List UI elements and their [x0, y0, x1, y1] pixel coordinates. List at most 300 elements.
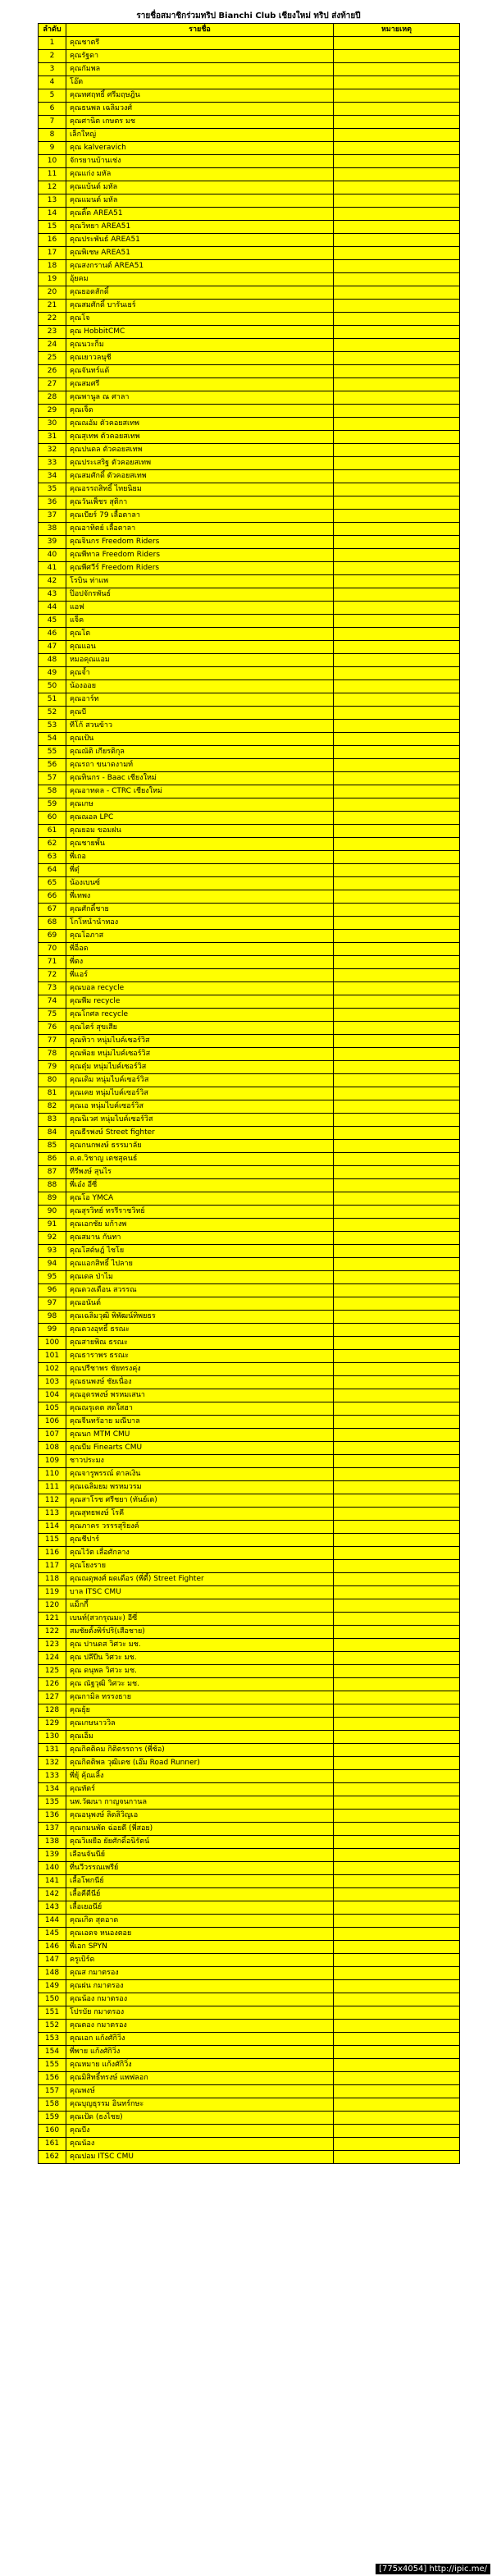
row-number: 60: [39, 812, 66, 825]
table-row: [39, 234, 460, 247]
table-row: [39, 2006, 460, 2020]
table-row: [39, 1087, 460, 1100]
row-name: พี่อ็อด: [66, 943, 334, 956]
row-number: 59: [39, 798, 66, 812]
row-remark: [334, 2059, 460, 2072]
table-row: [39, 890, 460, 904]
table-row: [39, 339, 460, 352]
row-remark: [334, 496, 460, 510]
table-row: [39, 1297, 460, 1311]
table-row: [39, 405, 460, 418]
row-number: 151: [39, 2006, 66, 2020]
row-name: คุณวิเผยือ ยัยศักดิ์อนิรัตน์: [66, 1836, 334, 1849]
row-remark: [334, 588, 460, 602]
table-row: [39, 1613, 460, 1626]
row-remark: [334, 1311, 460, 1324]
row-name: เลื้อโพกนีย์: [66, 1875, 334, 1888]
table-row: [39, 1586, 460, 1599]
row-remark: [334, 1993, 460, 2006]
row-name: คุณกนกพงษ์ ธรรมาลัย: [66, 1140, 334, 1153]
row-number: 128: [39, 1704, 66, 1718]
row-name: คุณโยงราย: [66, 1560, 334, 1573]
row-name: เล็กใหญ่: [66, 129, 334, 142]
row-remark: [334, 982, 460, 995]
row-name: คุณนิเวศ หนุ่มไบค์เซอร์วิส: [66, 1114, 334, 1127]
row-name: คุณทินกร - Baac เชียงใหม่: [66, 772, 334, 785]
row-remark: [334, 1744, 460, 1757]
table-row: [39, 588, 460, 602]
row-remark: [334, 1626, 460, 1639]
row-number: 104: [39, 1389, 66, 1402]
row-remark: [334, 391, 460, 405]
table-row: [39, 1100, 460, 1114]
row-name: คุณสมศักดิ์ บารันเยร์: [66, 300, 334, 313]
row-number: 111: [39, 1481, 66, 1494]
row-number: 102: [39, 1363, 66, 1376]
row-remark: [334, 693, 460, 707]
row-remark: [334, 1980, 460, 1993]
table-row: [39, 1888, 460, 1901]
row-number: 159: [39, 2112, 66, 2125]
table-row: [39, 1048, 460, 1061]
row-number: 155: [39, 2059, 66, 2072]
row-name: พี่เอ๋ง อีซี่: [66, 1179, 334, 1192]
row-remark: [334, 194, 460, 208]
row-number: 127: [39, 1691, 66, 1704]
row-remark: [334, 1915, 460, 1928]
row-remark: [334, 1363, 460, 1376]
row-number: 106: [39, 1416, 66, 1429]
row-number: 5: [39, 89, 66, 103]
row-number: 15: [39, 221, 66, 234]
table-row: [39, 1389, 460, 1402]
table-row: [39, 365, 460, 378]
row-number: 45: [39, 615, 66, 628]
row-number: 46: [39, 628, 66, 641]
row-remark: [334, 1573, 460, 1586]
row-remark: [334, 1402, 460, 1416]
row-name: คุณจีนทรัอาย มณีบาล: [66, 1416, 334, 1429]
row-remark: [334, 654, 460, 667]
row-number: 22: [39, 313, 66, 326]
row-number: 44: [39, 602, 66, 615]
row-name: โปรบัย กมาตรอง: [66, 2006, 334, 2020]
table-row: [39, 50, 460, 63]
row-number: 135: [39, 1796, 66, 1810]
row-name: คุณเอดจ หนองตอย: [66, 1928, 334, 1941]
row-remark: [334, 1560, 460, 1573]
table-row: [39, 1941, 460, 1954]
row-number: 7: [39, 116, 66, 129]
table-row: [39, 286, 460, 300]
row-number: 103: [39, 1376, 66, 1389]
row-remark: [334, 1901, 460, 1915]
row-name: คุณสงกรานต์ AREA51: [66, 260, 334, 273]
row-remark: [334, 904, 460, 917]
row-name: คุณ ปานดส วิศวะ มช.: [66, 1639, 334, 1652]
row-name: คุณเจ็ด: [66, 405, 334, 418]
row-name: แจ็ค: [66, 615, 334, 628]
row-name: ทีโก้ สวนข้าว: [66, 720, 334, 733]
table-row: [39, 1744, 460, 1757]
row-name: คุณโสด์ษฎ์ ไชโย: [66, 1245, 334, 1258]
row-name: คุณสมาน กันทา: [66, 1232, 334, 1245]
row-name: โอ๊ต: [66, 76, 334, 89]
row-number: 83: [39, 1114, 66, 1127]
table-row: [39, 1074, 460, 1087]
table-row: [39, 1796, 460, 1810]
table-row: [39, 1718, 460, 1731]
table-row: [39, 917, 460, 930]
row-remark: [334, 1389, 460, 1402]
row-number: 112: [39, 1494, 66, 1508]
table-row: [39, 812, 460, 825]
table-row: [39, 1245, 460, 1258]
sheet-title: รายชื่อสมาชิกร่วมทริป Bianchi Club เชียงใหม่ ทริป ส่งท้ายปี: [136, 11, 361, 21]
row-name: คุณธีรพงษ์ Street fighter: [66, 1127, 334, 1140]
row-number: 146: [39, 1941, 66, 1954]
table-row: [39, 1114, 460, 1127]
row-name: คุณทศฤทธิ์ ศรีมฤษฎิน: [66, 89, 334, 103]
row-remark: [334, 1494, 460, 1508]
table-row: [39, 2098, 460, 2112]
row-name: คุณเอ็ม: [66, 1731, 334, 1744]
table-row: [39, 129, 460, 142]
row-remark: [334, 89, 460, 103]
row-number: 12: [39, 181, 66, 194]
row-remark: [334, 1481, 460, 1494]
row-remark: [334, 1337, 460, 1350]
row-name: พี่พาย แก้งศักิวิ่ง: [66, 2046, 334, 2059]
table-row: [39, 208, 460, 221]
row-number: 95: [39, 1271, 66, 1284]
row-name: พี่ตุ๋: [66, 864, 334, 877]
row-number: 21: [39, 300, 66, 313]
table-row: [39, 391, 460, 405]
row-remark: [334, 405, 460, 418]
row-number: 48: [39, 654, 66, 667]
row-number: 100: [39, 1337, 66, 1350]
table-row: [39, 1823, 460, 1836]
table-row: [39, 89, 460, 103]
row-number: 13: [39, 194, 66, 208]
table-row: [39, 1009, 460, 1022]
row-name: คุณสมศรี: [66, 378, 334, 391]
row-name: คุณเป้ด (ธงไชย): [66, 2112, 334, 2125]
table-row: [39, 352, 460, 365]
row-name: คุณดวงเดือน สวรรณ: [66, 1284, 334, 1297]
table-row: [39, 1678, 460, 1691]
row-remark: [334, 116, 460, 129]
row-remark: [334, 890, 460, 904]
row-number: 144: [39, 1915, 66, 1928]
row-number: 118: [39, 1573, 66, 1586]
row-number: 63: [39, 851, 66, 864]
row-name: ทีรีพงษ์ สุนไร: [66, 1166, 334, 1179]
row-number: 156: [39, 2072, 66, 2085]
row-remark: [334, 864, 460, 877]
row-number: 10: [39, 155, 66, 168]
table-row: [39, 194, 460, 208]
row-remark: [334, 825, 460, 838]
row-remark: [334, 1192, 460, 1206]
row-number: 126: [39, 1678, 66, 1691]
row-remark: [334, 812, 460, 825]
row-name: คุณโจ: [66, 313, 334, 326]
table-row: [39, 904, 460, 917]
row-remark: [334, 168, 460, 181]
row-number: 160: [39, 2125, 66, 2138]
row-name: คุณทิวา หนุ่มไบค์เซอร์วิส: [66, 1035, 334, 1048]
row-remark: [334, 1468, 460, 1481]
table-row: [39, 1481, 460, 1494]
row-number: 69: [39, 930, 66, 943]
row-number: 27: [39, 378, 66, 391]
row-name: คุณประเสริฐ ตัวคอยสเทพ: [66, 457, 334, 470]
table-row: [39, 1442, 460, 1455]
row-name: คุณประพันธ์ AREA51: [66, 234, 334, 247]
row-name: คุณยอม ขอมฝน: [66, 825, 334, 838]
table-row: [39, 720, 460, 733]
row-remark: [334, 1849, 460, 1862]
row-remark: [334, 1284, 460, 1297]
row-remark: [334, 628, 460, 641]
row-name: คุณธนพล เฉลิมวงศ์: [66, 103, 334, 116]
row-name: ด.ต.วิชาญ เตชสุคนธ์: [66, 1153, 334, 1166]
row-number: 62: [39, 838, 66, 851]
row-number: 29: [39, 405, 66, 418]
row-name: คุณณอัม ตัวคอยสเทพ: [66, 418, 334, 431]
row-remark: [334, 76, 460, 89]
row-number: 87: [39, 1166, 66, 1179]
row-remark: [334, 1100, 460, 1114]
row-remark: [334, 470, 460, 483]
row-name: คุณกิตติคม กิติตรรถาร (พี่ช้อ): [66, 1744, 334, 1757]
row-name: คุณวิทยา AREA51: [66, 221, 334, 234]
row-remark: [334, 1061, 460, 1074]
row-name: คุณสุเทพ ตัวคอยสเทพ: [66, 431, 334, 444]
row-number: 133: [39, 1770, 66, 1783]
row-remark: [334, 339, 460, 352]
header-name: รายชื่อ: [66, 24, 334, 37]
row-name: คุณกิตติพล วุฒิเดช (เอ๊ม Road Runner): [66, 1757, 334, 1770]
row-remark: [334, 1770, 460, 1783]
row-number: 32: [39, 444, 66, 457]
row-number: 162: [39, 2151, 66, 2164]
row-number: 90: [39, 1206, 66, 1219]
row-remark: [334, 917, 460, 930]
table-row: [39, 116, 460, 129]
row-name: คุณบีง: [66, 2125, 334, 2138]
row-name: คุณโกศล recycle: [66, 1009, 334, 1022]
row-number: 51: [39, 693, 66, 707]
row-name: คุณแบ้นต์ มหัล: [66, 181, 334, 194]
table-row: [39, 300, 460, 313]
row-name: คุณเดิม หนุ่มไบค์เซอร์วิส: [66, 1074, 334, 1087]
table-row: [39, 864, 460, 877]
table-row: [39, 1560, 460, 1573]
row-remark: [334, 1429, 460, 1442]
row-number: 79: [39, 1061, 66, 1074]
row-name: คุณธาราพร ธรณะ: [66, 1350, 334, 1363]
row-remark: [334, 1232, 460, 1245]
row-number: 113: [39, 1508, 66, 1521]
table-row: [39, 1757, 460, 1770]
table-row: [39, 1153, 460, 1166]
row-number: 140: [39, 1862, 66, 1875]
row-name: คุณอนันต์: [66, 1297, 334, 1311]
table-row: [39, 2138, 460, 2151]
table-row: [39, 1468, 460, 1481]
row-name: พี่เทพง: [66, 890, 334, 904]
row-number: 86: [39, 1153, 66, 1166]
row-remark: [334, 995, 460, 1009]
table-row: [39, 483, 460, 496]
row-name: คุณรัฐดา: [66, 50, 334, 63]
row-number: 107: [39, 1429, 66, 1442]
table-row: [39, 1691, 460, 1704]
table-row: [39, 181, 460, 194]
row-remark: [334, 1665, 460, 1678]
table-row: [39, 680, 460, 693]
row-number: 91: [39, 1219, 66, 1232]
row-name: จักรยานบ้านเช่ง: [66, 155, 334, 168]
table-row: [39, 615, 460, 628]
row-name: คุณกามิล ทรรงธาย: [66, 1691, 334, 1704]
row-remark: [334, 418, 460, 431]
row-number: 153: [39, 2033, 66, 2046]
row-remark: [334, 1127, 460, 1140]
row-name: คุณณดุพงศ์ ผดเดือร (พี่ดี้) Street Fighter: [66, 1573, 334, 1586]
row-number: 115: [39, 1534, 66, 1547]
row-number: 40: [39, 549, 66, 562]
row-number: 136: [39, 1810, 66, 1823]
row-name: คุณน้อง กมาตรอง: [66, 1993, 334, 2006]
row-remark: [334, 1087, 460, 1100]
table-row: [39, 103, 460, 116]
table-row: [39, 1416, 460, 1429]
row-name: คุณแมนต์ มหัล: [66, 194, 334, 208]
table-row: [39, 37, 460, 50]
row-remark: [334, 1613, 460, 1626]
row-remark: [334, 50, 460, 63]
row-name: คุณโต: [66, 628, 334, 641]
row-remark: [334, 142, 460, 155]
row-number: 73: [39, 982, 66, 995]
table-row: [39, 2020, 460, 2033]
row-remark: [334, 313, 460, 326]
row-remark: [334, 943, 460, 956]
row-number: 65: [39, 877, 66, 890]
row-name: คุณรถา ขนาดงามท์: [66, 759, 334, 772]
row-name: น้องออย: [66, 680, 334, 693]
row-number: 97: [39, 1297, 66, 1311]
row-name: คุณยุ้ย: [66, 1704, 334, 1718]
row-number: 67: [39, 904, 66, 917]
row-remark: [334, 1534, 460, 1547]
row-number: 117: [39, 1560, 66, 1573]
table-row: [39, 602, 460, 615]
row-remark: [334, 1297, 460, 1311]
table-row: [39, 273, 460, 286]
row-name: คุณเยาวลนุชี: [66, 352, 334, 365]
row-number: 80: [39, 1074, 66, 1087]
row-name: คุณสุทธพงษ์ โรคี: [66, 1508, 334, 1521]
row-number: 122: [39, 1626, 66, 1639]
row-name: แม็กกี้: [66, 1599, 334, 1613]
row-remark: [334, 1731, 460, 1744]
table-row: [39, 1954, 460, 1967]
row-name: คุณติ๊ด AREA51: [66, 208, 334, 221]
table-row: [39, 549, 460, 562]
row-remark: [334, 1586, 460, 1599]
row-number: 149: [39, 1980, 66, 1993]
table-row: [39, 1875, 460, 1888]
row-remark: [334, 155, 460, 168]
row-name: เลือนจันนีย์: [66, 1849, 334, 1862]
row-number: 14: [39, 208, 66, 221]
row-remark: [334, 378, 460, 391]
row-remark: [334, 1179, 460, 1192]
row-name: คุณอาทิตย์ เลื้อตาลา: [66, 523, 334, 536]
row-name: คุณฝน กมาตรอง: [66, 1980, 334, 1993]
row-remark: [334, 1691, 460, 1704]
table-row: [39, 1836, 460, 1849]
row-number: 125: [39, 1665, 66, 1678]
row-name: คุณยอดสักดิ์: [66, 286, 334, 300]
row-number: 129: [39, 1718, 66, 1731]
row-remark: [334, 1048, 460, 1061]
row-number: 38: [39, 523, 66, 536]
row-remark: [334, 707, 460, 720]
row-name: คุณภาคร วรรรสุริยงค์: [66, 1521, 334, 1534]
row-number: 61: [39, 825, 66, 838]
table-row: [39, 1731, 460, 1744]
row-number: 56: [39, 759, 66, 772]
row-remark: [334, 181, 460, 194]
row-remark: [334, 2072, 460, 2085]
row-remark: [334, 2151, 460, 2164]
row-remark: [334, 562, 460, 575]
row-name: คุณจารูพรรณ์ ตาลเงิน: [66, 1468, 334, 1481]
row-name: คุณธนพงษ์ ชัยเนื่อง: [66, 1376, 334, 1389]
row-name: ที่นวีวรรณเพรีย์: [66, 1862, 334, 1875]
row-name: ป๊อปจักรพันธ์: [66, 588, 334, 602]
row-name: ชาวประมง: [66, 1455, 334, 1468]
table-row: [39, 1258, 460, 1271]
row-number: 37: [39, 510, 66, 523]
row-remark: [334, 1271, 460, 1284]
table-row: [39, 693, 460, 707]
row-name: คุณพิเชษ AREA51: [66, 247, 334, 260]
row-name: คุณ ดนุพล วิศวะ มช.: [66, 1665, 334, 1678]
row-name: คุณจันทร์แต้: [66, 365, 334, 378]
table-row: [39, 155, 460, 168]
row-remark: [334, 1652, 460, 1665]
row-name: คุณเคย หนุ่มไบค์เซอร์วิส: [66, 1087, 334, 1100]
row-remark: [334, 641, 460, 654]
table-row: [39, 2125, 460, 2138]
row-remark: [334, 759, 460, 772]
row-name: นพ.วัฒนา กาญจนกานล: [66, 1796, 334, 1810]
row-name: คุณเกษ: [66, 798, 334, 812]
table-row: [39, 2059, 460, 2072]
header-row: [39, 24, 460, 37]
row-number: 74: [39, 995, 66, 1009]
table-row: [39, 1980, 460, 1993]
row-remark: [334, 1455, 460, 1468]
row-number: 92: [39, 1232, 66, 1245]
